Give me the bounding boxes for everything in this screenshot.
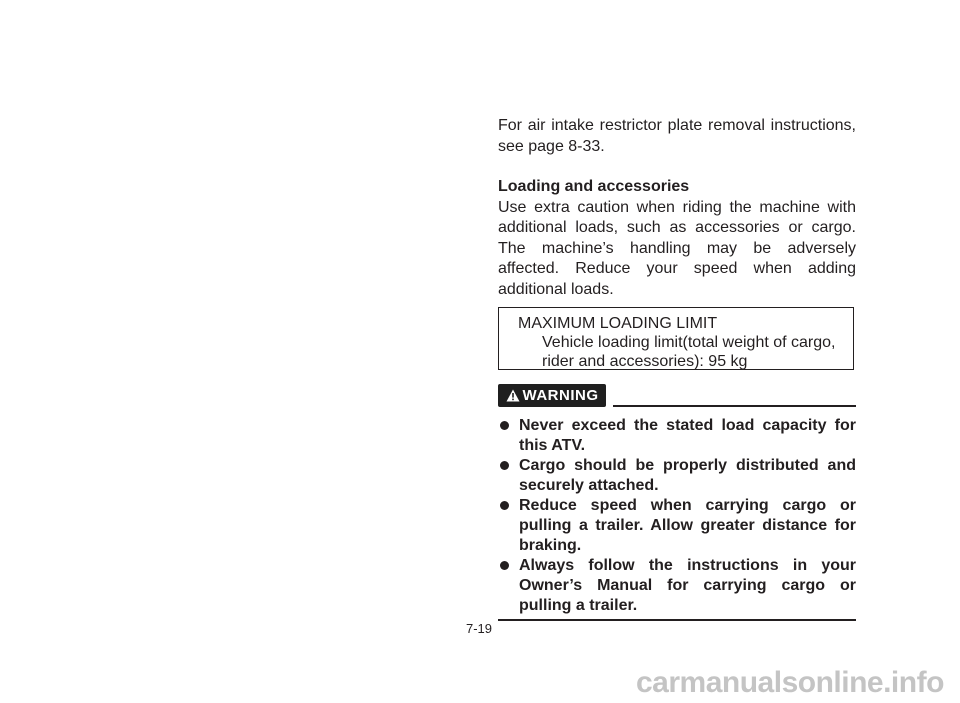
page-number: 7-19 — [466, 621, 493, 636]
list-item — [498, 496, 856, 556]
warning-badge — [498, 384, 606, 407]
warning-label: WARNING — [522, 387, 599, 404]
warning-rule — [613, 405, 856, 407]
bullet-icon — [500, 561, 509, 570]
warning-list — [498, 416, 856, 616]
page-column — [498, 116, 856, 621]
list-item-text: Never exceed the stated load capacity for this ATV. — [519, 417, 856, 454]
bullet-icon — [500, 461, 509, 470]
list-item — [498, 456, 856, 496]
list-item-text: Cargo should be properly distributed and securely attached. — [519, 457, 856, 494]
loading-paragraph: Use extra caution when riding the machine with additional loads, such as accessories or cargo. The machine’s handling may be adversely affected. Reduce your speed when adding additional loads. — [498, 198, 856, 298]
intro-paragraph: For air intake restrictor plate removal instructions, see page 8-33. — [498, 117, 856, 155]
list-item-text: Reduce speed when carrying cargo or pulling a trailer. Allow greater distance for braking. — [519, 497, 856, 554]
list-item — [498, 556, 856, 616]
watermark: carmanualsonline.info — [636, 666, 944, 699]
bullet-icon — [500, 421, 509, 430]
spec-title: MAXIMUM LOADING LIMIT — [518, 315, 718, 332]
paragraph-gap — [498, 157, 856, 177]
warning-triangle-icon — [506, 389, 520, 402]
spec-line-2: rider and accessories): 95 kg — [542, 353, 748, 370]
spec-line-1: Vehicle loading limit(total weight of cargo, — [542, 334, 836, 351]
bullet-icon — [500, 501, 509, 510]
section-heading: Loading and accessories — [498, 178, 690, 195]
list-item — [498, 416, 856, 456]
list-item-text: Always follow the instructions in your Owner’s Manual for carrying cargo or pulling a trailer. — [519, 557, 856, 614]
warning-header — [498, 382, 856, 407]
warning-bottom-rule — [498, 619, 856, 621]
spec-box — [498, 307, 854, 370]
